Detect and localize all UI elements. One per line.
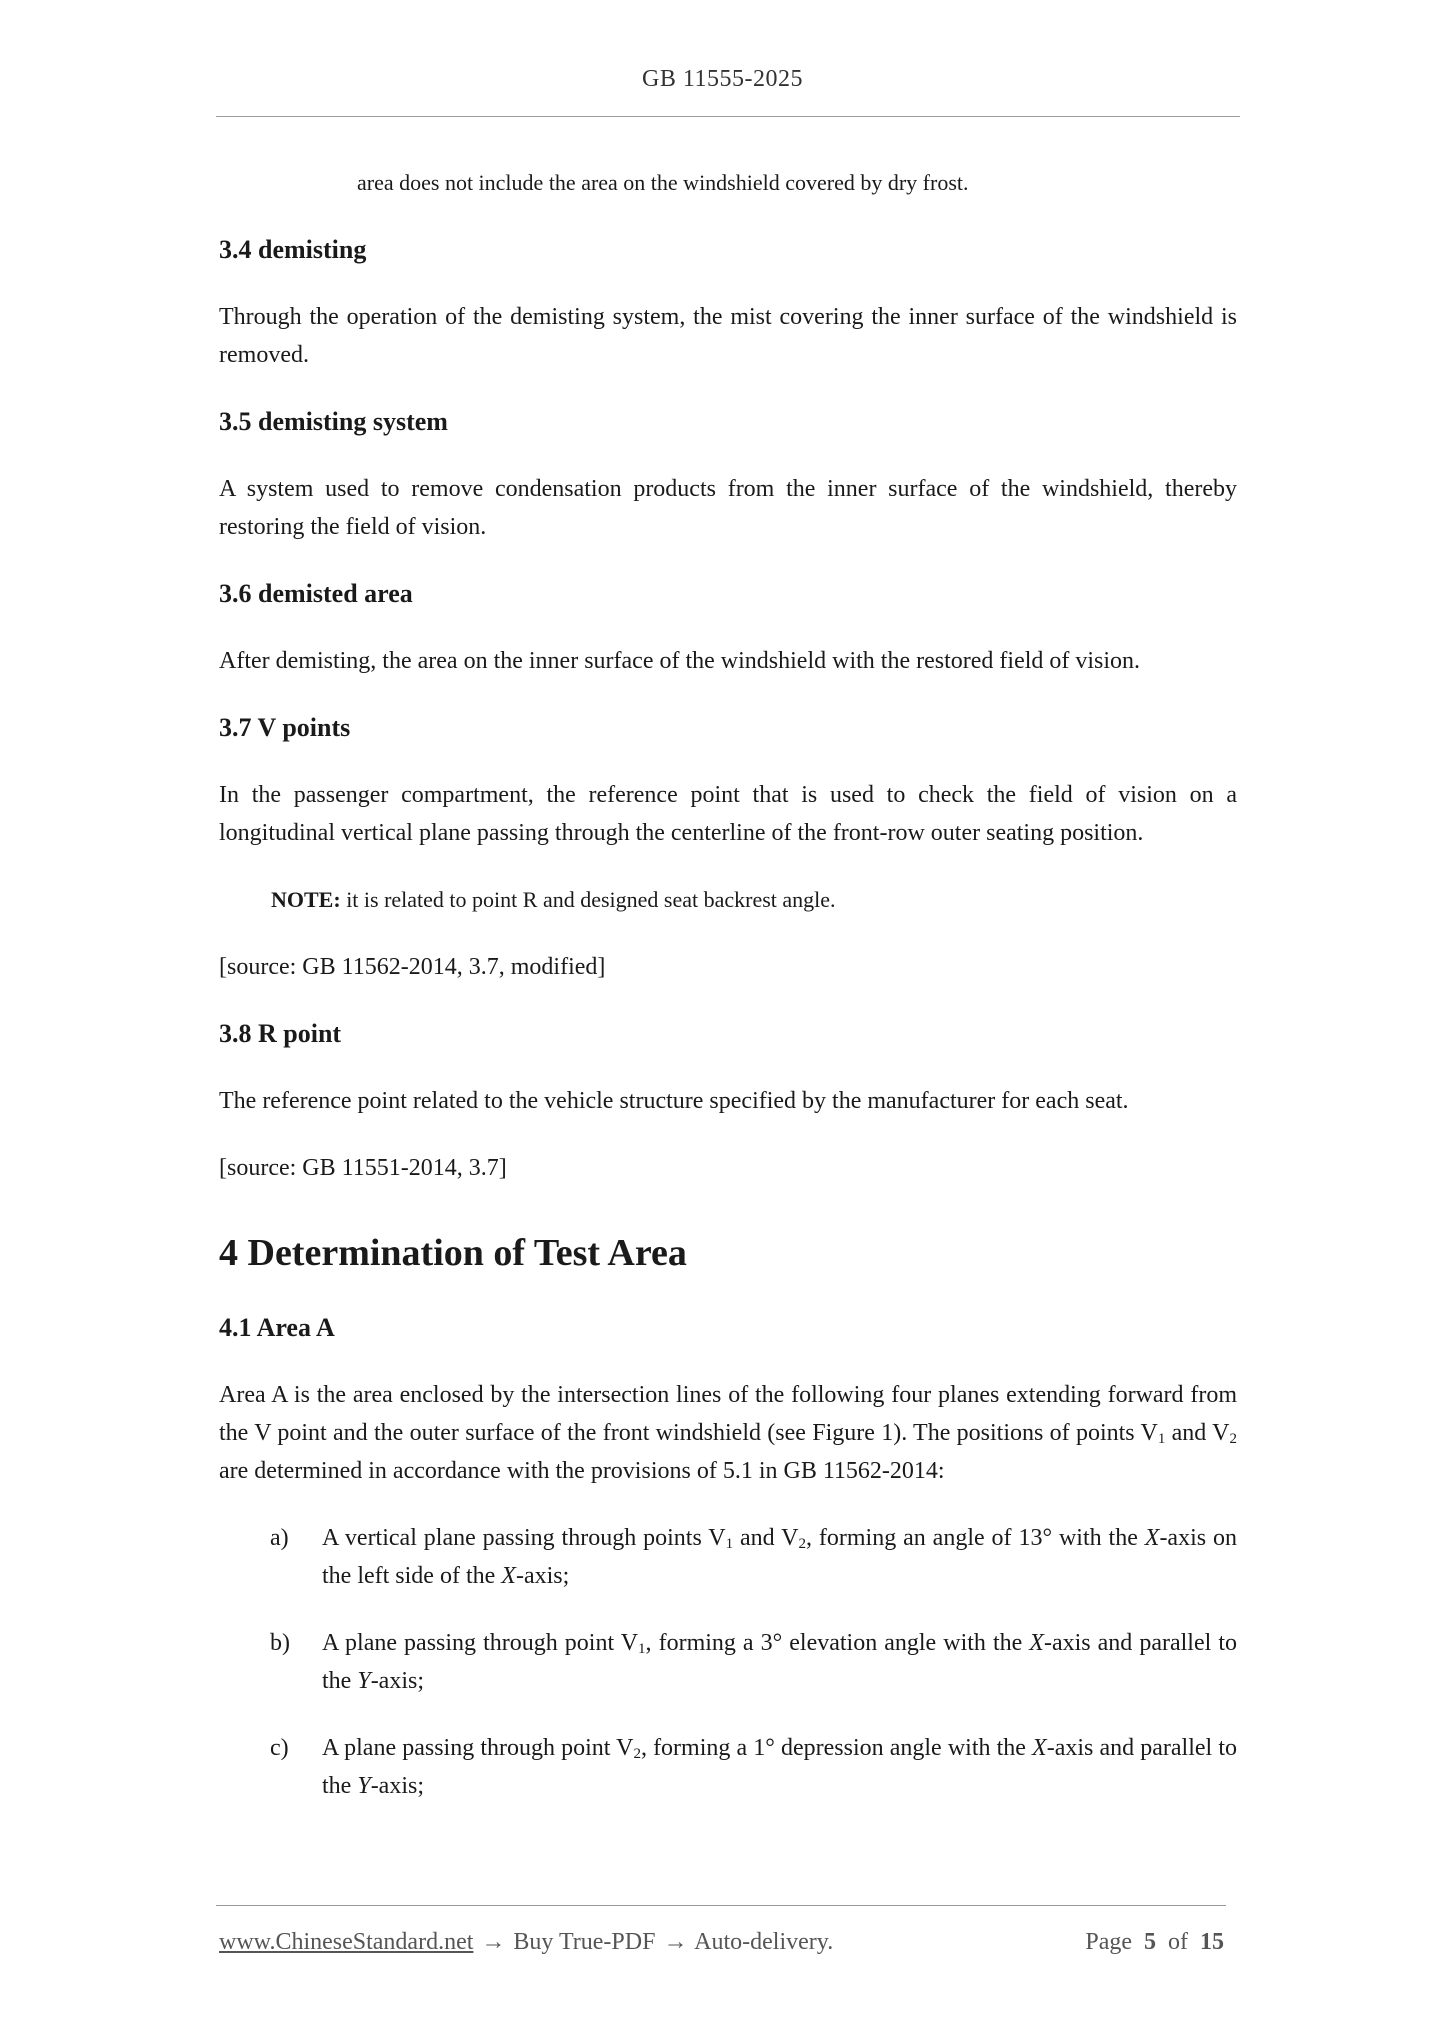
- intro-part-3: are determined in accordance with the provisions of 5.1 in GB 11562-2014:: [219, 1458, 945, 1484]
- subscript-2: 2: [1229, 1431, 1237, 1447]
- page-content: [219, 160, 1237, 1805]
- buy-true-pdf-text: Buy True-PDF: [507, 1929, 662, 1955]
- heading-3-7: 3.7 V points: [219, 713, 351, 742]
- list-label: a): [270, 1525, 289, 1551]
- source-3-7: [source: GB 11562-2014, 3.7, modified]: [219, 954, 606, 980]
- list-label: c): [270, 1735, 289, 1761]
- source-3-8: [source: GB 11551-2014, 3.7]: [219, 1155, 507, 1181]
- page-number: Page 5 of 15: [1085, 1929, 1224, 1955]
- list-item-b: [219, 1624, 1237, 1700]
- auto-delivery-text: Auto-delivery.: [689, 1929, 834, 1955]
- page-footer: [219, 1925, 1237, 1959]
- intro-part-1: Area A is the area enclosed by the intersection lines of the following four planes extending forward from the V point and the outer surface of the front windshield (see Figure 1). The positions of points V: [219, 1382, 1237, 1446]
- list-item-c: [219, 1729, 1237, 1805]
- list-item-a: [219, 1519, 1237, 1595]
- paragraph-3-6: After demisting, the area on the inner surface of the windshield with the restored field of vision.: [219, 648, 1141, 674]
- total-pages: 15: [1200, 1929, 1224, 1955]
- heading-4-1: 4.1 Area A: [219, 1313, 335, 1342]
- heading-3-5: 3.5 demisting system: [219, 407, 448, 436]
- paragraph-3-4: Through the operation of the demisting system, the mist covering the inner surface of the windshield is removed.: [219, 304, 1237, 368]
- note-3-7: [219, 881, 1237, 919]
- heading-4: 4 Determination of Test Area: [219, 1232, 687, 1274]
- continuation-text: area does not include the area on the windshield covered by dry frost.: [357, 170, 969, 195]
- intro-part-2: and V: [1165, 1420, 1230, 1446]
- note-text: it is related to point R and designed seat backrest angle.: [340, 887, 836, 912]
- list-text: A plane passing through point $V_1$, forming a 3° elevation angle with the X-axis and parallel to the Y-axis;: [322, 1630, 1237, 1694]
- header-rule: [216, 116, 1240, 117]
- heading-3-4: 3.4 demisting: [219, 235, 367, 264]
- heading-3-8: 3.8 R point: [219, 1019, 342, 1048]
- arrow-right-icon: →: [481, 1929, 506, 1955]
- list-text: A vertical plane passing through points $V_1$ and $V_2$, forming an angle of 13° with the X-axis on the left side of the X-axis;: [322, 1525, 1237, 1589]
- footer-rule: [216, 1905, 1226, 1906]
- paragraph-4-1: [219, 1376, 1237, 1490]
- subscript-1: 1: [1157, 1431, 1166, 1447]
- arrow-right-icon: →: [663, 1929, 688, 1955]
- heading-3-6: 3.6 demisted area: [219, 579, 413, 608]
- list-text: A plane passing through point $V_2$, forming a 1° depression angle with the X-axis and parallel to the Y-axis;: [322, 1735, 1237, 1799]
- paragraph-3-8: The reference point related to the vehicle structure specified by the manufacturer for each seat.: [219, 1088, 1129, 1114]
- website-link[interactable]: www.ChineseStandard.net: [219, 1929, 474, 1955]
- paragraph-3-5: A system used to remove condensation products from the inner surface of the windshield, thereby restoring the field of vision.: [219, 476, 1237, 540]
- current-page: 5: [1144, 1929, 1156, 1955]
- note-label: NOTE:: [271, 887, 341, 912]
- list-label: b): [270, 1630, 290, 1656]
- document-header: GB 11555-2025: [642, 66, 803, 92]
- paragraph-3-7: In the passenger compartment, the reference point that is used to check the field of vision on a longitudinal vertical plane passing through the centerline of the front-row outer seating position.: [219, 782, 1237, 846]
